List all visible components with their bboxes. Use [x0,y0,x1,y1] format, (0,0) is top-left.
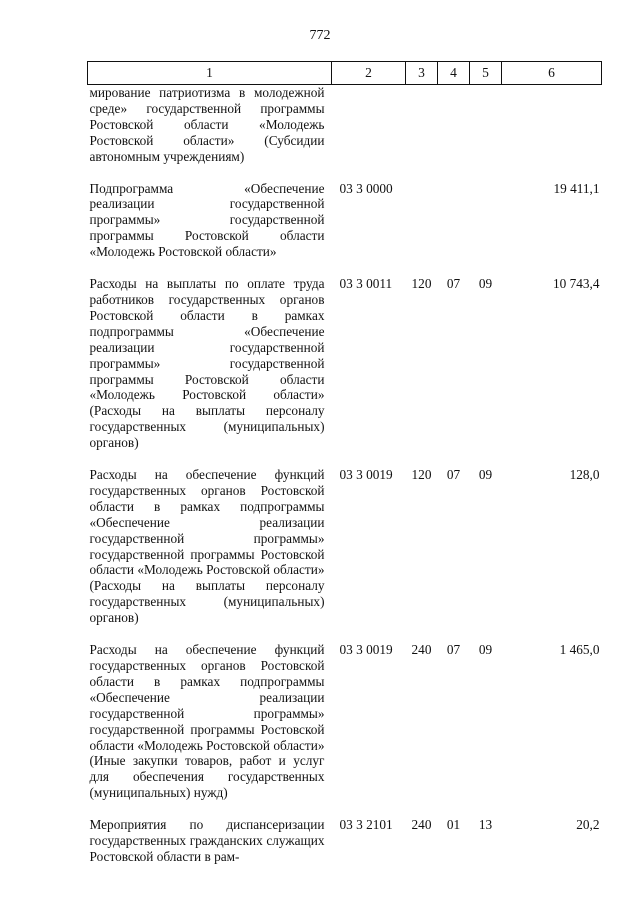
row-section: 01 [446,817,461,833]
row-section [438,85,470,181]
column-header-6: 6 [502,62,602,85]
row-description: Подпрограмма «Обеспечение реализации государственной программы» государственной программы Ростовской области «Молодежь Ростовской области» [89,180,325,260]
row-expense-type: 240 [411,817,432,833]
row-target-code: 03 3 0000 [339,180,393,196]
table-row [88,181,602,277]
row-expense-type: 120 [411,276,432,292]
row-section: 07 [446,276,461,292]
budget-table [87,61,602,865]
row-target-code: 03 3 0011 [339,276,393,292]
row-target-code: 03 3 2101 [339,817,393,833]
page-number: 772 [309,28,331,43]
row-description: Расходы на выплаты по оплате труда работников государственных органов Ростовской области в рамках подпрограммы «Обеспечение реализации государственной программы» государственной программы Ростовской области «Молодежь Ростовской области» (Расходы на выплаты персоналу государственных (муниципальных) органов) [89,276,325,451]
row-section [438,181,470,277]
row-description: Расходы на обеспечение функций государственных органов Ростовской области в рамках подпрограммы «Обеспечение реализации государственной программы» государственной программы Ростовской области «Молодежь Ростовской области» (Иные закупки товаров, работ и услуг для обеспечения государственных (муниципальных) нужд) [89,642,325,801]
row-subsection [470,85,502,181]
row-section: 07 [446,467,461,483]
row-subsection: 09 [478,467,493,483]
table-row [88,817,602,865]
row-subsection: 09 [478,276,493,292]
row-subsection: 09 [478,642,493,658]
row-description: мирование патриотизма в молодежной среде» государственной программы Ростовской области «Молодежь Ростовской области» (Субсидии автономным учреждениям) [89,85,325,164]
row-target-code: 03 3 0019 [339,467,393,483]
header-row [88,62,602,85]
table-body [88,85,602,865]
table-row [88,276,602,467]
row-description: Расходы на обеспечение функций государственных органов Ростовской области в рамках подпрограммы «Обеспечение реализации государственной программы» государственной программы Ростовской области «Молодежь Ростовской области» (Расходы на выплаты персоналу государственных (муниципальных) органов) [89,467,325,626]
row-description: Мероприятия по диспансеризации государственных гражданских служащих Ростовской области в рам- [89,817,325,864]
row-expense-type: 240 [411,642,432,658]
row-target-code [332,85,406,181]
column-header-3: 3 [406,62,438,85]
row-amount: 19 411,1 [553,180,600,196]
column-header-2: 2 [332,62,406,85]
row-subsection: 13 [478,817,493,833]
row-section: 07 [446,642,461,658]
row-amount [502,85,602,181]
row-expense-type [406,181,438,277]
table-header [88,62,602,85]
column-header-1: 1 [88,62,332,85]
row-expense-type [406,85,438,181]
table-row [88,642,602,817]
row-amount: 20,2 [576,817,600,833]
row-amount: 10 743,4 [552,276,600,292]
row-target-code: 03 3 0019 [339,642,393,658]
column-header-5: 5 [470,62,502,85]
row-expense-type: 120 [411,467,432,483]
row-amount: 1 465,0 [559,642,600,658]
row-amount: 128,0 [569,467,600,483]
column-header-4: 4 [438,62,470,85]
table-row [88,467,602,642]
table-row [88,85,602,181]
row-subsection [470,181,502,277]
